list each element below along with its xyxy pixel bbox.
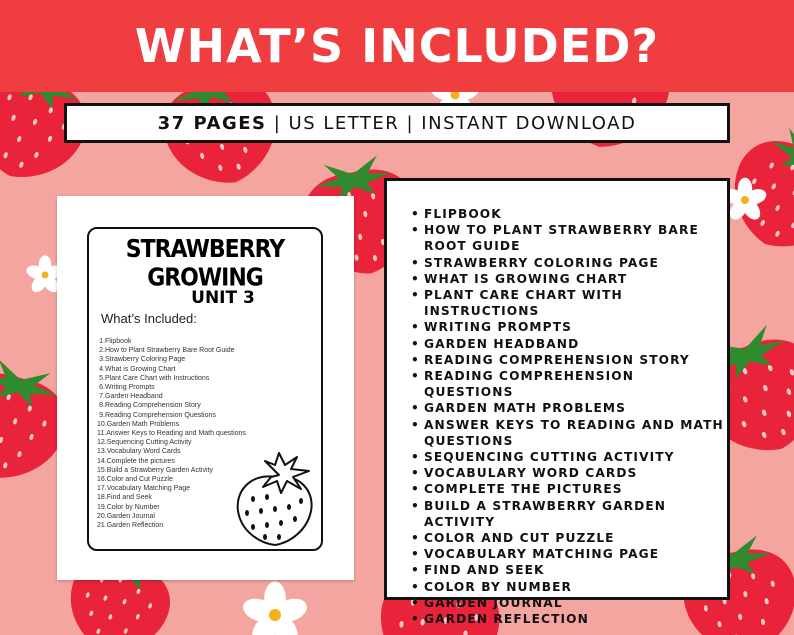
preview-item-label: Strawberry Coloring Page xyxy=(105,356,186,364)
preview-item-label: Reading Comprehension Story xyxy=(105,402,201,410)
included-list-item: • GARDEN REFLECTION xyxy=(411,611,726,627)
format-info: | US LETTER | INSTANT DOWNLOAD xyxy=(273,112,637,134)
preview-list-item xyxy=(97,457,246,466)
preview-list-item xyxy=(97,374,246,383)
preview-item-label: How to Plant Strawberry Bare Root Guide xyxy=(105,347,235,355)
preview-item-number: 15. xyxy=(97,466,107,474)
preview-item-number: 10. xyxy=(97,420,107,428)
preview-list-item xyxy=(97,447,246,456)
preview-item-label: Answer Keys to Reading and Math questions xyxy=(106,430,246,438)
strawberry-outline-icon xyxy=(235,451,317,547)
preview-item-number: 11. xyxy=(97,430,107,438)
preview-list-item xyxy=(97,429,246,438)
preview-item-number: 12. xyxy=(97,439,107,447)
preview-frame xyxy=(87,227,323,551)
included-list-item: • GARDEN MATH PROBLEMS xyxy=(411,400,726,416)
included-list-item: • COLOR BY NUMBER xyxy=(411,579,726,595)
info-bar xyxy=(64,103,730,143)
preview-item-label: Build a Strawberry Garden Activity xyxy=(106,466,213,474)
included-list-item: • GARDEN JOURNAL xyxy=(411,595,726,611)
preview-item-label: Vocabulary Word Cards xyxy=(106,448,181,456)
preview-item-label: Sequencing Cutting Activity xyxy=(106,439,192,447)
banner-title: WHAT’S INCLUDED? xyxy=(134,19,660,73)
preview-item-number: 3. xyxy=(99,356,105,364)
preview-list-item xyxy=(97,420,246,429)
included-list-item: • ANSWER KEYS TO READING AND MATH QUESTIONS xyxy=(411,417,726,449)
preview-item-number: 8. xyxy=(99,402,105,410)
included-list-item: • WHAT IS GROWING CHART xyxy=(411,271,726,287)
included-list-item: • COMPLETE THE PICTURES xyxy=(411,481,726,497)
preview-list-item xyxy=(97,411,246,420)
preview-list-item xyxy=(97,521,246,530)
preview-list-item xyxy=(97,401,246,410)
preview-item-label: Find and Seek xyxy=(106,494,152,502)
preview-item-number: 18. xyxy=(97,494,107,502)
page-count: 37 PAGES xyxy=(157,112,267,134)
included-list-item: • PLANT CARE CHART WITH INSTRUCTIONS xyxy=(411,287,726,319)
preview-item-number: 1. xyxy=(99,338,105,345)
preview-list-item xyxy=(97,383,246,392)
preview-item-number: 17. xyxy=(97,485,107,493)
included-list-panel xyxy=(384,178,730,627)
title-banner xyxy=(0,0,794,92)
preview-item-number: 4. xyxy=(99,365,105,373)
preview-item-label: Garden Math Problems xyxy=(106,420,180,428)
preview-list-item xyxy=(97,392,246,401)
preview-list-item xyxy=(97,503,246,512)
preview-unit: UNIT 3 xyxy=(191,288,255,308)
included-list-item: • STRAWBERRY COLORING PAGE xyxy=(411,255,726,271)
preview-list-item xyxy=(97,346,246,355)
preview-item-label: Complete the pictures xyxy=(106,457,175,465)
preview-item-number: 21. xyxy=(97,522,107,530)
preview-item-number: 16. xyxy=(97,476,107,484)
preview-list-item xyxy=(97,475,246,484)
preview-item-number: 5. xyxy=(99,374,105,382)
included-list-item: • HOW TO PLANT STRAWBERRY BARE ROOT GUIDE xyxy=(411,222,726,254)
preview-list-item xyxy=(97,365,246,374)
included-list-item: • GARDEN HEADBAND xyxy=(411,336,726,352)
preview-item-label: Plant Care Chart with Instructions xyxy=(105,374,210,382)
preview-title-line2: GROWING xyxy=(147,263,263,293)
preview-item-label: Color by Number xyxy=(106,503,160,511)
included-list-item: • BUILD A STRAWBERRY GARDEN ACTIVITY xyxy=(411,498,726,530)
preview-item-label: Writing Prompts xyxy=(105,384,155,392)
preview-item-label: What is Growing Chart xyxy=(105,365,176,373)
preview-item-label: Reading Comprehension Questions xyxy=(105,411,216,419)
preview-list-item xyxy=(97,493,246,502)
preview-list-item xyxy=(97,337,246,346)
included-list-item: • WRITING PROMPTS xyxy=(411,319,726,335)
preview-title xyxy=(89,235,321,293)
included-list-item: • VOCABULARY MATCHING PAGE xyxy=(411,546,726,562)
included-list-item: • COLOR AND CUT PUZZLE xyxy=(411,530,726,546)
preview-item-label: Garden Reflection xyxy=(106,522,164,530)
preview-item-number: 13. xyxy=(97,448,107,456)
preview-item-number: 19. xyxy=(97,503,107,511)
preview-list-item xyxy=(97,466,246,475)
preview-item-label: Garden Journal xyxy=(106,512,155,520)
included-list-item: • READING COMPREHENSION QUESTIONS xyxy=(411,368,726,400)
included-list-item: • VOCABULARY WORD CARDS xyxy=(411,465,726,481)
preview-page xyxy=(57,196,354,580)
included-list-item: • SEQUENCING CUTTING ACTIVITY xyxy=(411,449,726,465)
included-list xyxy=(411,206,726,627)
preview-list-item xyxy=(97,512,246,521)
preview-item-number: 14. xyxy=(97,457,107,465)
preview-title-line1: STRAWBERRY xyxy=(125,235,285,264)
included-list-item: • FIND AND SEEK xyxy=(411,562,726,578)
preview-heading: What’s Included: xyxy=(101,311,197,326)
preview-item-label: Vocabulary Matching Page xyxy=(106,485,191,493)
preview-item-label: Flipbook xyxy=(105,338,132,345)
preview-item-label: Color and Cut Puzzle xyxy=(106,476,173,484)
included-list-item: • FLIPBOOK xyxy=(411,206,726,222)
preview-list-item xyxy=(97,484,246,493)
preview-item-number: 7. xyxy=(99,393,105,401)
included-list-item: • READING COMPREHENSION STORY xyxy=(411,352,726,368)
preview-item-number: 6. xyxy=(99,384,105,392)
preview-item-number: 20. xyxy=(97,512,107,520)
preview-list xyxy=(97,337,246,530)
preview-item-label: Garden Headband xyxy=(105,393,163,401)
preview-item-number: 9. xyxy=(99,411,105,419)
info-text xyxy=(158,113,637,134)
preview-list-item xyxy=(97,355,246,364)
preview-list-item xyxy=(97,438,246,447)
preview-item-number: 2. xyxy=(99,347,105,355)
